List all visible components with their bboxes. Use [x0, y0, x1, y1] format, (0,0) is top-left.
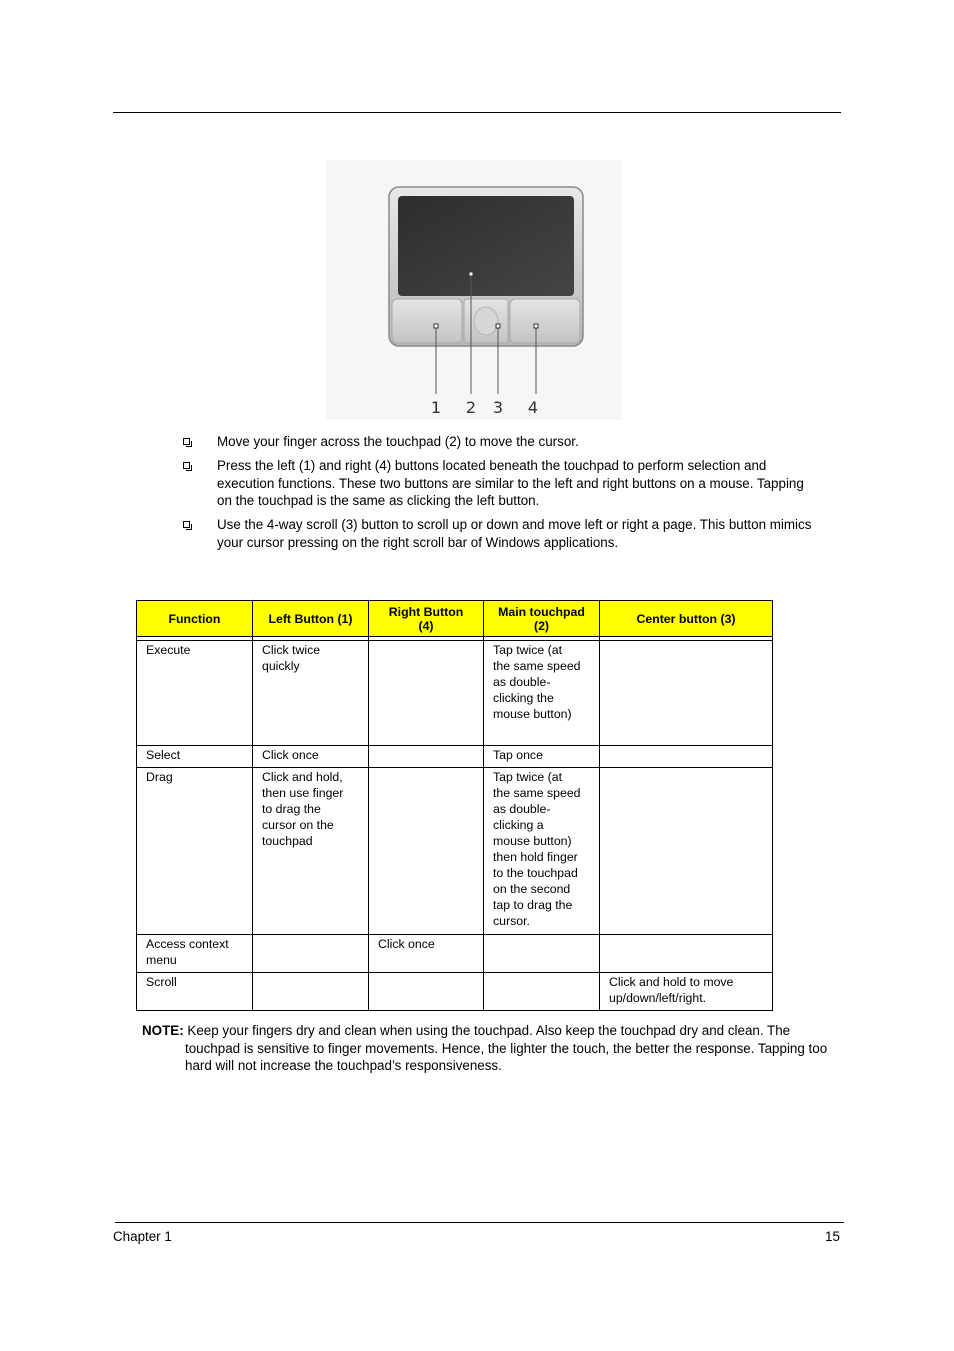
table-row [137, 641, 773, 746]
cell-left-button: Click once [262, 748, 319, 762]
header-function: Function [137, 601, 253, 637]
cell-main-touchpad: Tap twice (at the same speed as double- clicking a mouse button) then hold finger to the touchpad on the second tap to drag the cursor. [493, 770, 581, 928]
cell-main-touchpad [484, 973, 599, 974]
list-item-text: Move your finger across the touchpad (2) to move the cursor. [217, 434, 579, 449]
table-row [137, 935, 773, 973]
touchpad-illustration [326, 160, 622, 420]
header-rule [113, 112, 841, 113]
list-item-text: Press the left (1) and right (4) buttons located beneath the touchpad to perform selection and execution functions. These two buttons are similar to the left and right buttons on a mouse. Tapping on the touchpad is the same as clicking the left button. [217, 458, 804, 509]
callout-label-4: 4 [527, 398, 539, 417]
scroll-knob [474, 307, 498, 335]
header-right-button: Right Button (4) [369, 601, 484, 637]
cell-left-button [253, 973, 368, 974]
cell-center-button [600, 641, 772, 642]
note-first-line: Keep your fingers dry and clean when using the touchpad. Also keep the touchpad dry and clean. The [187, 1023, 791, 1038]
touchpad-function-table [136, 600, 773, 1011]
cell-center-button: Click and hold to move up/down/left/right. [609, 975, 734, 1005]
note-label: NOTE: [142, 1023, 184, 1038]
checkbox-bullet-icon [183, 438, 190, 445]
footer-chapter: Chapter 1 [113, 1229, 172, 1244]
cell-function: Scroll [146, 975, 177, 989]
cell-right-button: Click once [378, 937, 435, 951]
header-left-button: Left Button (1) [253, 601, 369, 637]
cell-left-button: Click and hold, then use finger to drag the cursor on the touchpad [262, 770, 344, 848]
cell-main-touchpad: Tap twice (at the same speed as double- clicking the mouse button) [493, 643, 581, 721]
cell-right-button [369, 641, 483, 642]
left-button [392, 299, 462, 343]
note-paragraph [142, 1022, 842, 1075]
checkbox-bullet-icon [183, 521, 190, 528]
cell-left-button [253, 935, 368, 936]
instruction-list [182, 433, 822, 558]
list-item [182, 433, 822, 451]
footer-rule [115, 1222, 844, 1223]
footer-page-number: 15 [825, 1229, 840, 1244]
cell-function: Drag [146, 770, 173, 784]
callout-dot-1 [434, 324, 438, 328]
right-button [510, 299, 580, 343]
list-item [182, 516, 822, 551]
cell-main-touchpad [484, 935, 599, 936]
checkbox-bullet-icon [183, 462, 190, 469]
callout-label-2: 2 [465, 398, 477, 417]
callout-dot-3 [496, 324, 500, 328]
table-row [137, 746, 773, 768]
note-continuation: touchpad is sensitive to finger movements. Hence, the lighter the touch, the better the response. Tapping too hard will not increase the touchpad’s responsiveness. [185, 1040, 828, 1074]
callout-dot-4 [534, 324, 538, 328]
list-item [182, 457, 822, 510]
cell-right-button [369, 768, 483, 769]
table-row [137, 768, 773, 935]
cell-left-button: Click twice quickly [262, 643, 321, 673]
cell-center-button [600, 746, 772, 747]
touchpad-figure [326, 160, 622, 420]
header-center-button: Center button (3) [600, 601, 773, 637]
callout-label-3: 3 [492, 398, 504, 417]
callout-dot-2 [469, 272, 473, 276]
table-header-row [137, 601, 773, 637]
callout-label-1: 1 [430, 398, 442, 417]
cell-center-button [600, 768, 772, 769]
touchpad-surface [398, 196, 574, 296]
cell-function: Select [146, 748, 181, 762]
header-main-touchpad: Main touchpad (2) [484, 601, 600, 637]
cell-function: Execute [146, 643, 191, 657]
list-item-text: Use the 4-way scroll (3) button to scroll up or down and move left or right a page. This button mimics your cursor pressing on the right scroll bar of Windows applications. [217, 517, 812, 550]
cell-function: Access context menu [146, 937, 229, 967]
cell-right-button [369, 973, 483, 974]
cell-right-button [369, 746, 483, 747]
table-row [137, 973, 773, 1011]
cell-main-touchpad: Tap once [493, 748, 543, 762]
cell-center-button [600, 935, 772, 936]
